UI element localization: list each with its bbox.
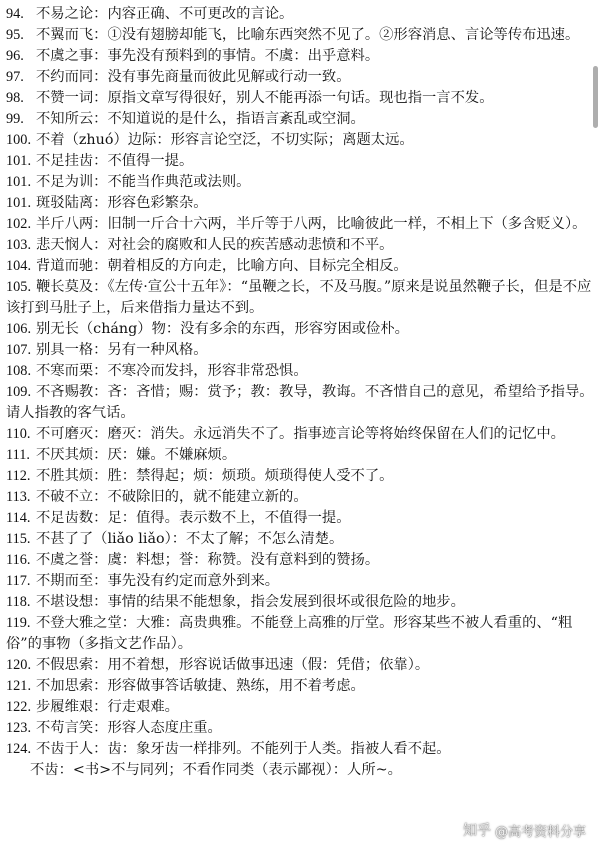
idiom-entry: [6, 487, 594, 508]
entry-text: 不可磨灭：磨灭：消失。永远消失不了。指事迹言论等将始终保留在人们的记忆中。: [36, 426, 565, 442]
entry-text: 不胜其烦：胜：禁得起；烦：烦琐。烦琐得使人受不了。: [36, 468, 394, 484]
entry-text: 不堪设想：事情的结果不能想象，指会发展到很坏或很危险的地步。: [36, 594, 465, 610]
entry-text: 不齿于人：齿：象牙齿一样排列。不能列于人类。指被人看不起。: [36, 741, 451, 757]
entry-number: 105.: [6, 279, 32, 295]
entry-text: 不约而同：没有事先商量而彼此见解或行动一致。: [36, 69, 351, 85]
idiom-entry: [6, 277, 594, 319]
entry-number: 123.: [6, 720, 32, 736]
entry-number: 96.: [6, 48, 24, 64]
entry-number: 106.: [6, 321, 32, 337]
entry-text: 步履维艰：行走艰难。: [36, 699, 179, 715]
entry-text: 不足为训：不能当作典范或法则。: [36, 174, 251, 190]
entry-text: 不登大雅之堂：大雅：高贵典雅。不能登上高雅的厅堂。形容某些不被人看重的、“粗俗”的事物（多指文艺作品）。: [6, 615, 573, 652]
watermark-user: @高考资料分享: [494, 824, 586, 840]
idiom-entry: [6, 697, 594, 718]
idiom-entry: [6, 592, 594, 613]
entry-number: 104.: [6, 258, 32, 274]
entry-number: 99.: [6, 111, 24, 127]
entry-text: 不吝赐教：吝：吝惜；赐：赏予；教：教导，教诲。不吝惜自己的意见，希望给予指导。请人指教的客气话。: [6, 384, 594, 421]
entry-text: 不易之论：内容正确、不可更改的言论。: [36, 6, 294, 22]
idiom-entry: [6, 739, 594, 760]
entry-number: 113.: [6, 489, 31, 505]
entry-number: 120.: [6, 657, 32, 673]
watermark: [463, 820, 586, 840]
idiom-entry: [6, 466, 594, 487]
entry-text: 不期而至：事先没有约定而意外到来。: [36, 573, 280, 589]
idiom-entry: [6, 151, 594, 172]
idiom-entry: [6, 46, 594, 67]
idiom-entry: [6, 4, 594, 25]
idiom-entry: [6, 235, 594, 256]
entry-text: 不赞一词：原指文章写得很好，别人不能再添一句话。现也指一言不发。: [36, 90, 494, 106]
entry-text: 不着（zhuó）边际：形容言论空泛，不切实际；离题太远。: [36, 132, 414, 148]
entry-number: 112.: [6, 468, 31, 484]
entry-number: 124.: [6, 741, 32, 757]
entry-number: 103.: [6, 237, 32, 253]
idiom-entry: [6, 340, 594, 361]
entry-text: 不知所云：不知道说的是什么，指语言紊乱或空洞。: [36, 111, 365, 127]
entry-text: 不足挂齿：不值得一提。: [36, 153, 194, 169]
entry-number: 102.: [6, 216, 32, 232]
entry-text: 鞭长莫及：《左传·宣公十五年》：“虽鞭之长，不及马腹。”原来是说虽然鞭子长，但是不应该打到马肚子上，后来借指力量达不到。: [6, 279, 592, 316]
entry-number: 101.: [6, 174, 32, 190]
entry-text: 不虞之誉：虞：料想；誉：称赞。没有意料到的赞扬。: [36, 552, 380, 568]
entry-number: 117.: [6, 573, 31, 589]
idiom-entry: [6, 319, 594, 340]
idiom-list: [6, 4, 594, 781]
entry-text: 不虞之事：事先没有预料到的事情。不虞：出乎意料。: [36, 48, 380, 64]
idiom-entry: [6, 109, 594, 130]
entry-number: 95.: [6, 27, 24, 43]
entry-number: 107.: [6, 342, 32, 358]
idiom-entry: [6, 214, 594, 235]
entry-text: 别具一格：另有一种风格。: [36, 342, 208, 358]
entry-text: 悲天悯人：对社会的腐败和人民的疾苦感动悲愤和不平。: [36, 237, 394, 253]
idiom-entry: [6, 613, 594, 655]
idiom-entry: [6, 67, 594, 88]
entry-number: 114.: [6, 510, 31, 526]
entry-number: 97.: [6, 69, 24, 85]
entry-number: 101.: [6, 195, 32, 211]
entry-text: 斑驳陆离：形容色彩繁杂。: [36, 195, 208, 211]
idiom-entry: [6, 88, 594, 109]
entry-number: 111.: [6, 447, 30, 463]
idiom-entry: [6, 193, 594, 214]
entry-number: 110.: [6, 426, 31, 442]
entry-text: 不翼而飞：①没有翅膀却能飞，比喻东西突然不见了。②形容消息、言论等传布迅速。: [36, 27, 580, 43]
idiom-entry: [6, 25, 594, 46]
entry-text: 不足齿数：足：值得。表示数不上，不值得一提。: [36, 510, 351, 526]
entry-text: 不寒而栗：不寒冷而发抖，形容非常恐惧。: [36, 363, 308, 379]
watermark-site: 知乎: [462, 823, 491, 839]
entry-number: 108.: [6, 363, 32, 379]
entry-text: 不甚了了（liǎo liǎo）：不太了解；不怎么清楚。: [36, 531, 344, 547]
entry-text: 不加思索：形容做事答话敏捷、熟练，用不着考虑。: [36, 678, 365, 694]
entry-text: 不假思索：用不着想，形容说话做事迅速（假：凭借；依靠）。: [36, 657, 430, 673]
idiom-entry: [6, 256, 594, 277]
entry-text: 不破不立：不破除旧的，就不能建立新的。: [36, 489, 308, 505]
entry-number: 119.: [6, 615, 31, 631]
entry-number: 100.: [6, 132, 32, 148]
entry-continuation: 不齿：<书>不与同列；不看作同类（表示鄙视）：人所~。: [30, 762, 402, 778]
scrollbar-thumb[interactable]: [593, 66, 598, 128]
entry-number: 94.: [6, 6, 24, 22]
entry-number: 109.: [6, 384, 32, 400]
idiom-entry: [6, 529, 594, 550]
entry-text: 不苟言笑：形容人态度庄重。: [36, 720, 222, 736]
entry-number: 122.: [6, 699, 32, 715]
entry-number: 98.: [6, 90, 24, 106]
idiom-entry: [6, 424, 594, 445]
idiom-entry: [6, 550, 594, 571]
idiom-entry: [6, 676, 594, 697]
idiom-entry: [6, 508, 594, 529]
entry-number: 121.: [6, 678, 32, 694]
idiom-entry: [6, 172, 594, 193]
entry-text: 不厌其烦：厌：嫌。不嫌麻烦。: [36, 447, 237, 463]
entry-number: 101.: [6, 153, 32, 169]
idiom-entry: [6, 655, 594, 676]
idiom-entry: [6, 571, 594, 592]
entry-number: 116.: [6, 552, 31, 568]
idiom-entry: [6, 718, 594, 739]
idiom-entry: [6, 382, 594, 424]
idiom-entry: [6, 445, 594, 466]
entry-number: 118.: [6, 594, 31, 610]
entry-text: 半斤八两：旧制一斤合十六两，半斤等于八两，比喻彼此一样，不相上下（多含贬义）。: [36, 216, 587, 232]
entry-text: 别无长（cháng）物：没有多余的东西，形容穷困或俭朴。: [36, 321, 409, 337]
entry-text: 背道而驰：朝着相反的方向走，比喻方向、目标完全相反。: [36, 258, 408, 274]
idiom-entry: [6, 361, 594, 382]
idiom-entry: [6, 130, 594, 151]
entry-number: 115.: [6, 531, 31, 547]
